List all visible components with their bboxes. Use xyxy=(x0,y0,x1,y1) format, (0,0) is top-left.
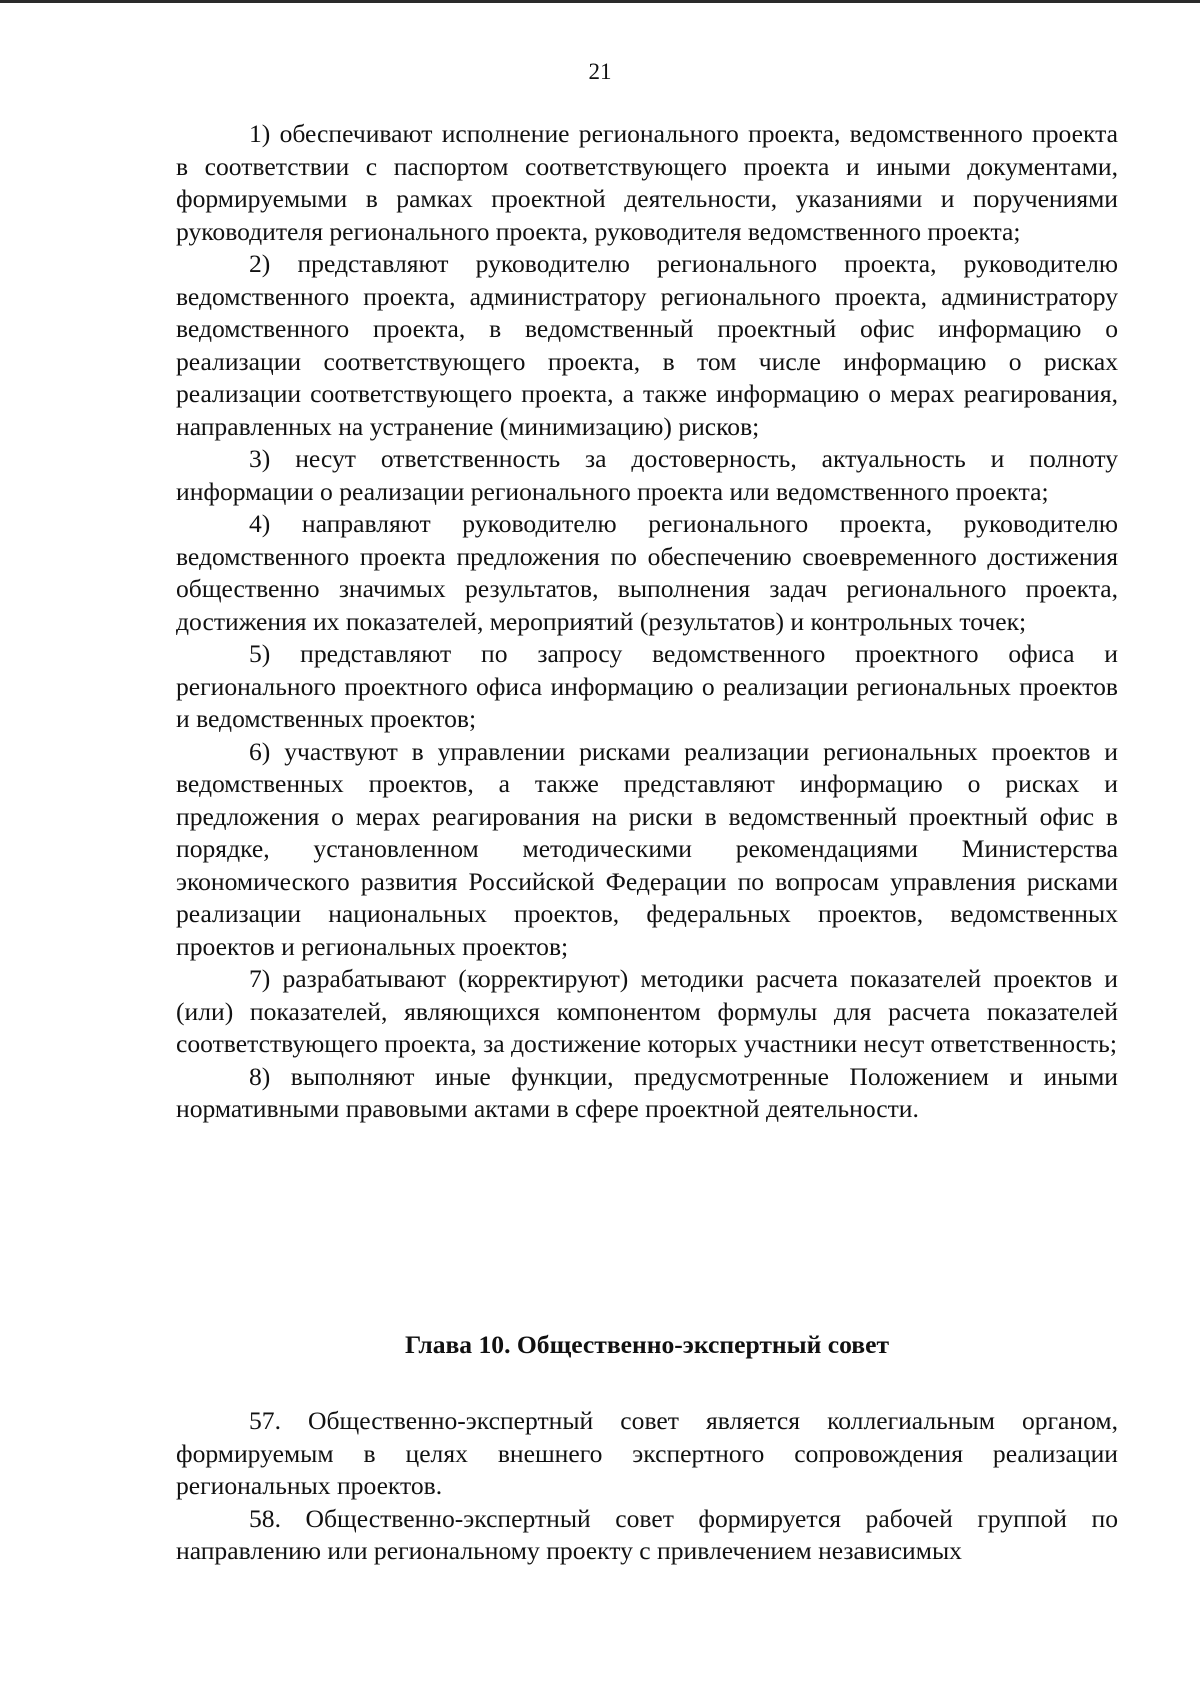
chapter-heading: Глава 10. Общественно-экспертный совет xyxy=(404,1330,890,1359)
list-item-1: 1) обеспечивают исполнение регионального проекта, ведомственного проекта в соответствии с паспортом соответствующего проекта и иными документами, формируемыми в рамках проектной деятельности, указаниями и поручениями руководителя регионального проекта, руководителя ведомственного проекта; xyxy=(176,119,1118,246)
list-item-8: 8) выполняют иные функции, предусмотренные Положением и иными нормативными правовыми актами в сфере проектной деятельности. xyxy=(176,1061,1118,1123)
list-item-6: 6) участвуют в управлении рисками реализации региональных проектов и ведомственных проектов, а также представляют информацию о рисках и предложения о мерах реагирования на риски в ведомственный проектный офис в порядке, установленном методическими рекомендациями Министерства экономического развития Российской Федерации по вопросам управления рисками реализации национальных проектов, федеральных проектов, ведомственных проектов и региональных проектов; xyxy=(176,736,1118,961)
paragraph-58: 58. Общественно-экспертный совет формируется рабочей группой по направлению или региональному проекту с привлечением независимых xyxy=(176,1503,1118,1565)
list-item-3: 3) несут ответственность за достоверность, актуальность и полноту информации о реализации регионального проекта или ведомственного проекта; xyxy=(176,444,1118,506)
chapter-paragraphs xyxy=(176,1405,1118,1568)
functions-list xyxy=(176,118,1118,1126)
paragraph-57: 57. Общественно-экспертный совет является коллегиальным органом, формируемым в целях внешнего экспертного сопровождения реализации региональных проектов. xyxy=(176,1406,1118,1500)
scan-top-edge xyxy=(0,0,1200,3)
list-item-5: 5) представляют по запросу ведомственного проектного офиса и регионального проектного офиса информацию о реализации региональных проектов и ведомственных проектов; xyxy=(176,639,1118,733)
list-item-7: 7) разрабатывают (корректируют) методики расчета показателей проектов и (или) показателей, являющихся компонентом формулы для расчета показателей соответствующего проекта, за достижение которых участники несут ответственность; xyxy=(176,964,1118,1058)
page-number: 21 xyxy=(588,59,612,84)
list-item-4: 4) направляют руководителю регионального проекта, руководителю ведомственного проекта предложения по обеспечению своевременного достижения общественно значимых результатов, выполнения задач регионального проекта, достижения их показателей, мероприятий (результатов) и контрольных точек; xyxy=(176,509,1118,636)
list-item-2: 2) представляют руководителю регионального проекта, руководителю ведомственного проекта, администратору регионального проекта, администратору ведомственного проекта, в ведомственный проектный офис информацию о реализации соответствующего проекта, в том числе информацию о рисках реализации соответствующего проекта, а также информацию о мерах реагирования, направленных на устранение (минимизацию) рисков; xyxy=(176,249,1118,441)
